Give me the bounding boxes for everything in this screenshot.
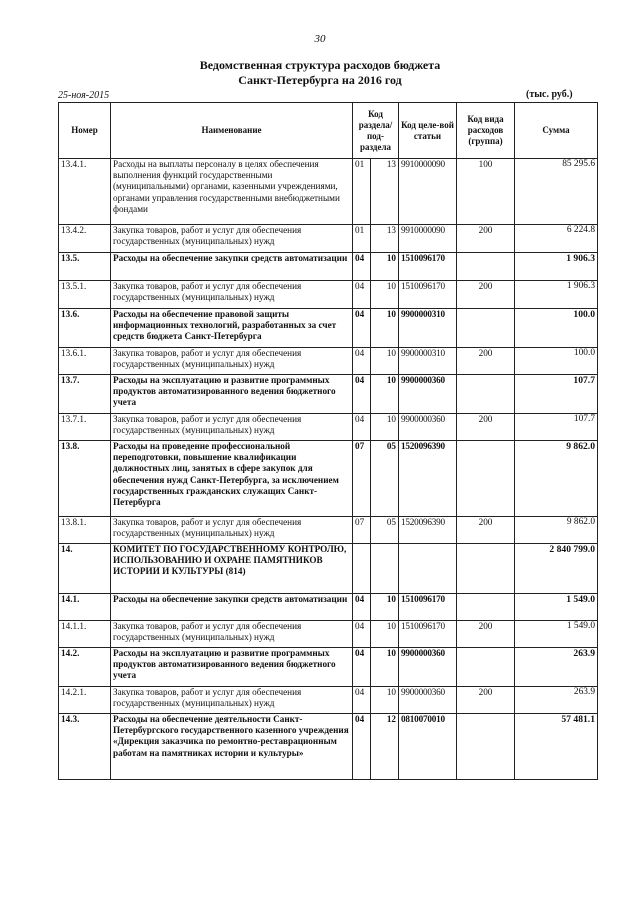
row-name: Закупка товаров, работ и услуг для обеспечения государственных (муниципальных) нужд xyxy=(111,517,353,544)
table-row xyxy=(59,648,598,687)
row-target-code: 9910000090 xyxy=(399,225,457,253)
table-row xyxy=(59,544,598,594)
row-number: 13.7.1. xyxy=(59,414,111,441)
row-amount: 6 224.8 xyxy=(515,225,598,253)
table-row xyxy=(59,687,598,714)
row-section: 04 xyxy=(353,714,371,780)
row-expense-type xyxy=(457,648,515,687)
row-name: Закупка товаров, работ и услуг для обеспечения государственных (муниципальных) нужд xyxy=(111,348,353,375)
row-subsection: 10 xyxy=(371,281,399,309)
row-target-code: 1510096170 xyxy=(399,253,457,281)
row-amount: 9 862.0 xyxy=(515,441,598,517)
table-row xyxy=(59,281,598,309)
header-expense-type: Код вида расходов (группа) xyxy=(457,103,515,159)
row-section: 04 xyxy=(353,281,371,309)
row-expense-type: 200 xyxy=(457,414,515,441)
row-name: Расходы на обеспечение закупки средств автоматизации xyxy=(111,594,353,621)
row-section: 04 xyxy=(353,375,371,414)
row-target-code: 1510096170 xyxy=(399,594,457,621)
row-number: 13.5. xyxy=(59,253,111,281)
row-amount: 85 295.6 xyxy=(515,159,598,225)
table-row xyxy=(59,375,598,414)
header-name: Наименование xyxy=(111,103,353,159)
row-number: 13.8.1. xyxy=(59,517,111,544)
row-target-code: 0810070010 xyxy=(399,714,457,780)
row-name: Расходы на обеспечение правовой защиты информационных технологий, разработанных за счет средств бюджета Санкт-Петербурга xyxy=(111,309,353,348)
row-target-code: 9900000360 xyxy=(399,414,457,441)
row-target-code: 9910000090 xyxy=(399,159,457,225)
row-subsection: 10 xyxy=(371,375,399,414)
row-number: 14. xyxy=(59,544,111,594)
row-name: Закупка товаров, работ и услуг для обеспечения государственных (муниципальных) нужд xyxy=(111,225,353,253)
row-number: 13.4.2. xyxy=(59,225,111,253)
row-subsection: 10 xyxy=(371,253,399,281)
units-label: (тыс. руб.) xyxy=(526,89,573,100)
table-row xyxy=(59,441,598,517)
row-number: 13.4.1. xyxy=(59,159,111,225)
row-amount: 100.0 xyxy=(515,309,598,348)
row-subsection: 10 xyxy=(371,594,399,621)
row-section: 04 xyxy=(353,253,371,281)
row-target-code: 1510096170 xyxy=(399,621,457,648)
row-section: 07 xyxy=(353,441,371,517)
row-target-code: 1520096390 xyxy=(399,441,457,517)
row-subsection xyxy=(371,544,399,594)
table-row xyxy=(59,714,598,780)
row-name: Расходы на эксплуатацию и развитие программных продуктов автоматизированного ведения бюджетного учета xyxy=(111,648,353,687)
header-target-code: Код целе-вой статьи xyxy=(399,103,457,159)
table-row xyxy=(59,159,598,225)
table-row xyxy=(59,253,598,281)
row-target-code: 1510096170 xyxy=(399,281,457,309)
row-subsection: 13 xyxy=(371,225,399,253)
row-amount: 1 906.3 xyxy=(515,281,598,309)
row-amount: 107.7 xyxy=(515,375,598,414)
table-body xyxy=(59,159,598,780)
row-section: 04 xyxy=(353,621,371,648)
table-row xyxy=(59,517,598,544)
row-target-code: 9900000360 xyxy=(399,687,457,714)
row-number: 14.1.1. xyxy=(59,621,111,648)
row-target-code: 9900000310 xyxy=(399,348,457,375)
table-row xyxy=(59,594,598,621)
row-number: 13.5.1. xyxy=(59,281,111,309)
row-name: Расходы на проведение профессиональной переподготовки, повышение квалификации должностных лиц, занятых в сфере закупок для обеспечения нужд Санкт-Петербурга, за исключением государственных гражданских служащих Санкт-Петербурга xyxy=(111,441,353,517)
row-subsection: 05 xyxy=(371,517,399,544)
row-expense-type xyxy=(457,714,515,780)
row-section: 04 xyxy=(353,309,371,348)
row-amount: 1 906.3 xyxy=(515,253,598,281)
row-amount: 263.9 xyxy=(515,687,598,714)
row-subsection: 10 xyxy=(371,687,399,714)
row-name: КОМИТЕТ ПО ГОСУДАРСТВЕННОМУ КОНТРОЛЮ, ИСПОЛЬЗОВАНИЮ И ОХРАНЕ ПАМЯТНИКОВ ИСТОРИИ И КУЛЬТУРЫ (814) xyxy=(111,544,353,594)
row-section: 01 xyxy=(353,159,371,225)
row-amount: 2 840 799.0 xyxy=(515,544,598,594)
row-expense-type xyxy=(457,544,515,594)
table-row xyxy=(59,225,598,253)
row-number: 13.7. xyxy=(59,375,111,414)
row-amount: 57 481.1 xyxy=(515,714,598,780)
row-number: 14.3. xyxy=(59,714,111,780)
row-name: Закупка товаров, работ и услуг для обеспечения государственных (муниципальных) нужд xyxy=(111,414,353,441)
row-amount: 107.7 xyxy=(515,414,598,441)
row-target-code: 1520096390 xyxy=(399,517,457,544)
row-amount: 100.0 xyxy=(515,348,598,375)
document-title: Ведомственная структура расходов бюджета xyxy=(199,58,441,72)
row-section: 07 xyxy=(353,517,371,544)
row-name: Расходы на обеспечение закупки средств автоматизации xyxy=(111,253,353,281)
row-expense-type xyxy=(457,441,515,517)
row-expense-type xyxy=(457,253,515,281)
row-amount: 263.9 xyxy=(515,648,598,687)
row-expense-type: 200 xyxy=(457,687,515,714)
row-name: Закупка товаров, работ и услуг для обеспечения государственных (муниципальных) нужд xyxy=(111,687,353,714)
row-number: 13.8. xyxy=(59,441,111,517)
row-subsection: 10 xyxy=(371,648,399,687)
table-row xyxy=(59,309,598,348)
header-section-code: Код раздела/ под-раздела xyxy=(353,103,399,159)
row-subsection: 10 xyxy=(371,621,399,648)
header-number: Номер xyxy=(59,103,111,159)
row-expense-type: 200 xyxy=(457,621,515,648)
row-number: 14.2. xyxy=(59,648,111,687)
row-subsection: 12 xyxy=(371,714,399,780)
row-name: Закупка товаров, работ и услуг для обеспечения государственных (муниципальных) нужд xyxy=(111,621,353,648)
row-target-code: 9900000360 xyxy=(399,648,457,687)
budget-table xyxy=(58,102,598,780)
row-section: 04 xyxy=(353,414,371,441)
table-row xyxy=(59,348,598,375)
table-row xyxy=(59,621,598,648)
row-number: 14.1. xyxy=(59,594,111,621)
page-number: 30 xyxy=(314,33,326,45)
row-number: 13.6. xyxy=(59,309,111,348)
row-amount: 1 549.0 xyxy=(515,621,598,648)
row-section: 04 xyxy=(353,687,371,714)
row-expense-type xyxy=(457,309,515,348)
row-expense-type xyxy=(457,375,515,414)
row-subsection: 05 xyxy=(371,441,399,517)
row-number: 13.6.1. xyxy=(59,348,111,375)
table-row xyxy=(59,414,598,441)
row-target-code xyxy=(399,544,457,594)
row-amount: 9 862.0 xyxy=(515,517,598,544)
table-header-row xyxy=(59,103,598,159)
header-amount: Сумма xyxy=(515,103,598,159)
document-subtitle: Санкт-Петербурга на 2016 год xyxy=(238,73,402,87)
row-section xyxy=(353,544,371,594)
row-amount: 1 549.0 xyxy=(515,594,598,621)
row-subsection: 13 xyxy=(371,159,399,225)
row-section: 04 xyxy=(353,348,371,375)
row-expense-type: 200 xyxy=(457,517,515,544)
row-expense-type: 200 xyxy=(457,225,515,253)
row-number: 14.2.1. xyxy=(59,687,111,714)
row-expense-type: 100 xyxy=(457,159,515,225)
row-subsection: 10 xyxy=(371,348,399,375)
row-section: 04 xyxy=(353,648,371,687)
row-name: Расходы на обеспечение деятельности Санкт-Петербургского государственного казенного учреждения «Дирекция заказчика по ремонтно-реставрационным работам на памятниках истории и культуры» xyxy=(111,714,353,780)
row-name: Расходы на выплаты персоналу в целях обеспечения выполнения функций государственными (муниципальными) органами, казенными учреждениями, органами управления государственными внебюджетными фондами xyxy=(111,159,353,225)
row-section: 04 xyxy=(353,594,371,621)
document-date: 25-ноя-2015 xyxy=(58,90,110,101)
row-section: 01 xyxy=(353,225,371,253)
row-target-code: 9900000310 xyxy=(399,309,457,348)
row-expense-type: 200 xyxy=(457,348,515,375)
row-target-code: 9900000360 xyxy=(399,375,457,414)
row-expense-type xyxy=(457,594,515,621)
row-expense-type: 200 xyxy=(457,281,515,309)
row-name: Закупка товаров, работ и услуг для обеспечения государственных (муниципальных) нужд xyxy=(111,281,353,309)
row-subsection: 10 xyxy=(371,414,399,441)
row-subsection: 10 xyxy=(371,309,399,348)
row-name: Расходы на эксплуатацию и развитие программных продуктов автоматизированного ведения бюджетного учета xyxy=(111,375,353,414)
